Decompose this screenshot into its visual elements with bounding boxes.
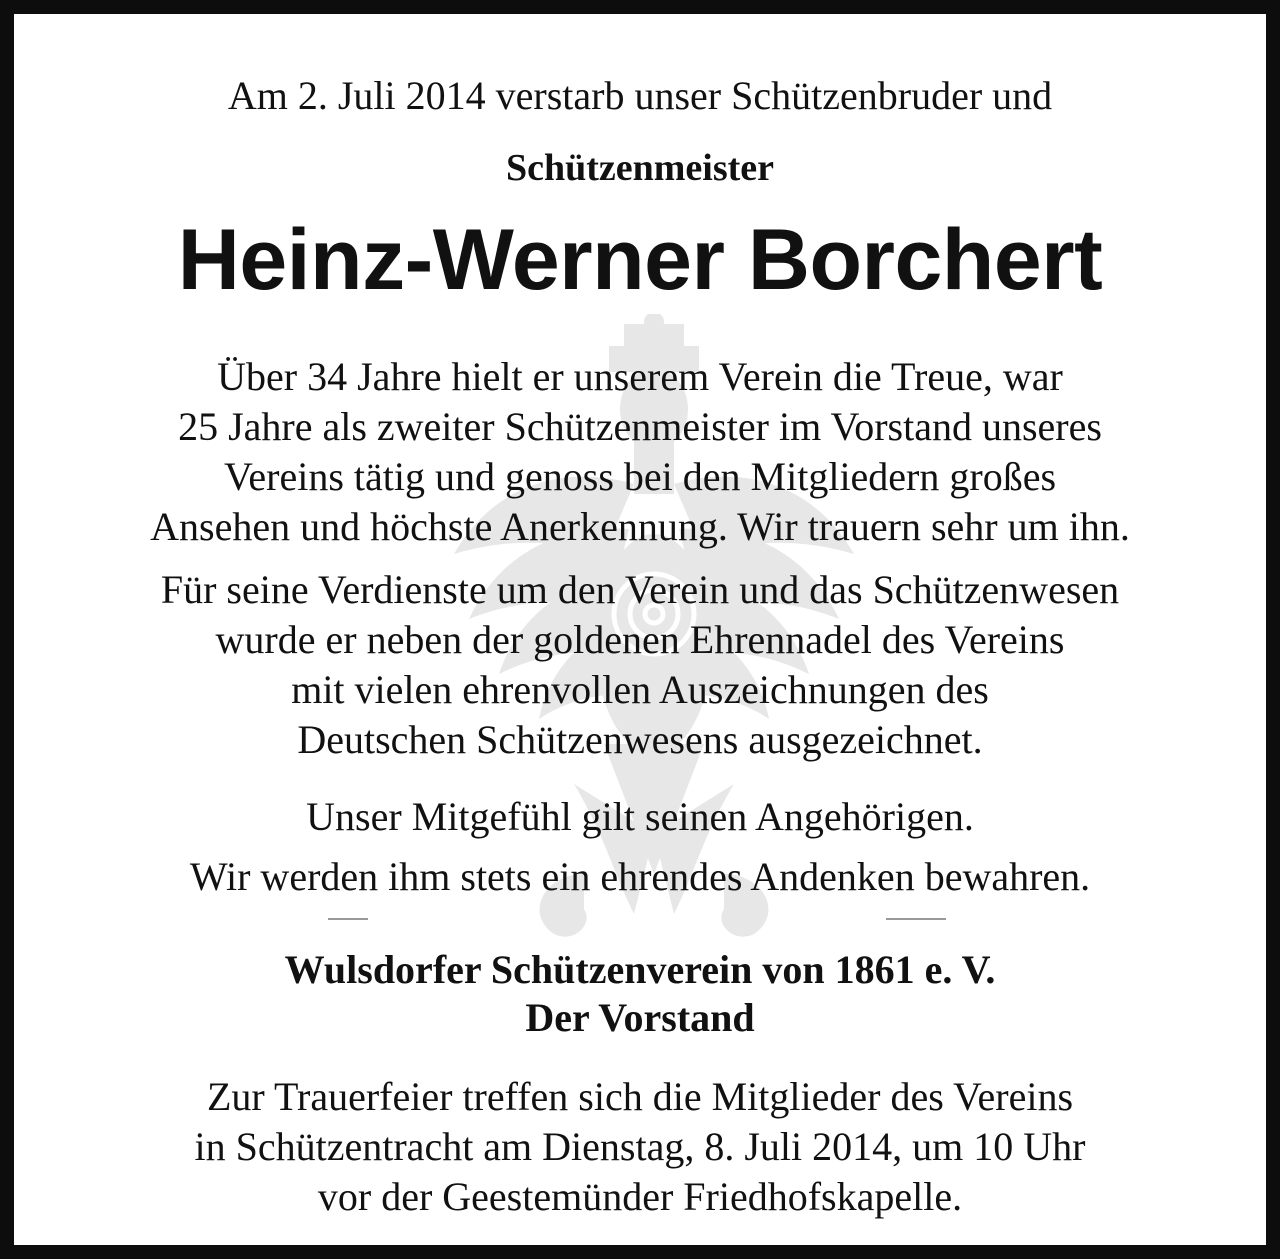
tribute-paragraph bbox=[14, 352, 1266, 552]
tribute-line: Vereins tätig und genoss bei den Mitgliedern großes bbox=[223, 454, 1057, 499]
role-title: Schützenmeister bbox=[505, 147, 775, 189]
board-signature: Der Vorstand bbox=[525, 995, 755, 1040]
merits-line: Für seine Verdienste um den Verein und das Schützenwesen bbox=[160, 567, 1120, 612]
merits-paragraph bbox=[14, 565, 1266, 765]
tribute-line: Über 34 Jahre hielt er unserem Verein die Treue, war bbox=[217, 354, 1063, 399]
merits-line: mit vielen ehrenvollen Auszeichnungen des bbox=[291, 667, 989, 712]
tribute-line: 25 Jahre als zweiter Schützenmeister im Vorstand unseres bbox=[178, 404, 1102, 449]
funeral-line: Zur Trauerfeier treffen sich die Mitglieder des Vereins bbox=[206, 1074, 1074, 1119]
funeral-paragraph bbox=[14, 1072, 1266, 1222]
club-name: Wulsdorfer Schützenverein von 1861 e. V. bbox=[284, 947, 996, 992]
notice-content bbox=[14, 14, 1266, 1245]
funeral-line: vor der Geestemünder Friedhofskapelle. bbox=[317, 1174, 963, 1219]
sympathy-line: Unser Mitgefühl gilt seinen Angehörigen. bbox=[306, 794, 974, 839]
intro-line: Am 2. Juli 2014 verstarb unser Schützenbruder und bbox=[227, 73, 1053, 118]
tribute-line: Ansehen und höchste Anerkennung. Wir trauern sehr um ihn. bbox=[150, 504, 1130, 549]
remembrance-line: Wir werden ihm stets ein ehrendes Andenken bewahren. bbox=[189, 854, 1091, 899]
deceased-name: Heinz-Werner Borchert bbox=[177, 212, 1103, 308]
funeral-line: in Schützentracht am Dienstag, 8. Juli 2014, um 10 Uhr bbox=[194, 1124, 1086, 1169]
merits-line: wurde er neben der goldenen Ehrennadel des Vereins bbox=[215, 617, 1065, 662]
merits-line: Deutschen Schützenwesens ausgezeichnet. bbox=[297, 717, 983, 762]
